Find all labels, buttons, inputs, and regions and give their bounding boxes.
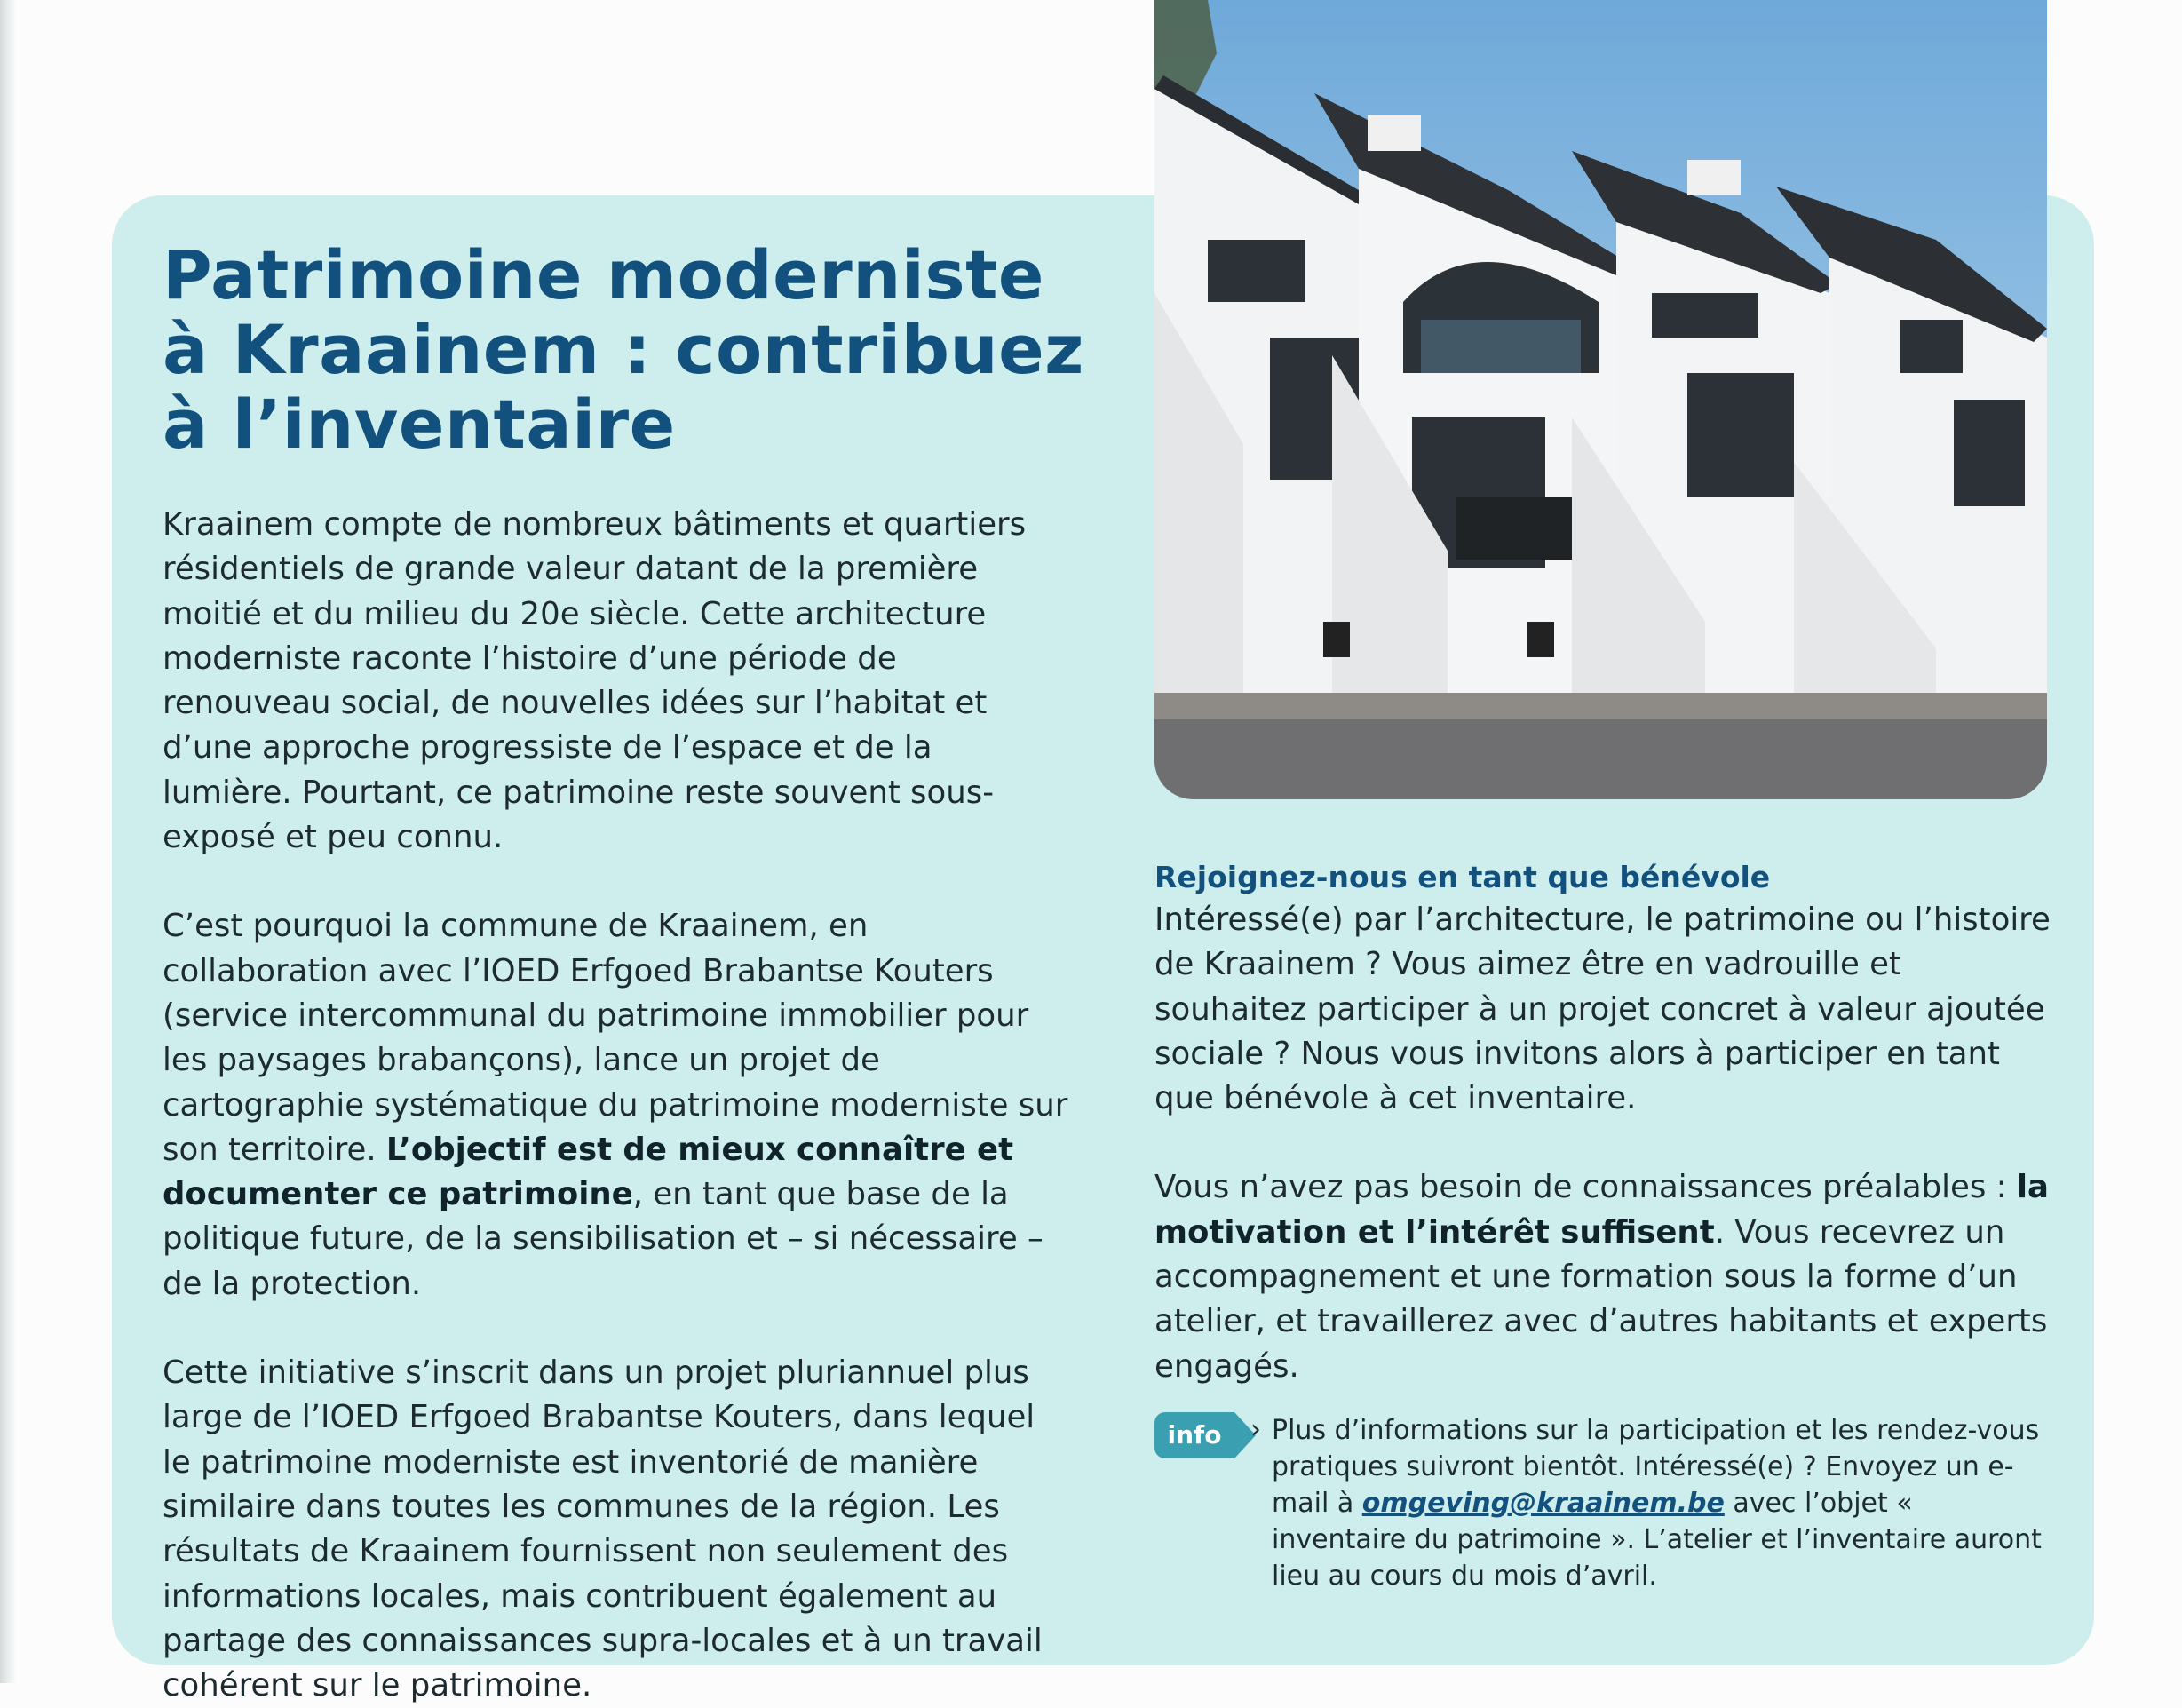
objective-highlight: L’objectif est de mieux connaître et documenter ce patrimoine bbox=[163, 1131, 1014, 1213]
volunteer-subheading: Rejoignez-nous en tant que bénévole bbox=[1154, 860, 1771, 894]
info-text-end: avec l’objet « inventaire du patrimoine ». L’atelier et l’inventaire auront lieu au cours du mois d’avril. bbox=[1272, 1488, 2042, 1592]
article-title bbox=[163, 235, 1084, 464]
contact-email-link[interactable]: omgeving@kraainem.be bbox=[1361, 1488, 1725, 1519]
motivation-highlight: la motivation et l’intérêt suffisent bbox=[1154, 1169, 2049, 1251]
initiative-paragraph: Cette initiative s’inscrit dans un projet pluriannuel plus large de l’IOED Erfgoed Brabantse Kouters, dans lequel le patrimoine moderniste est inventorié de manière similaire dans toutes les communes de la région. Les résultats de Kraainem fournissent non seulement des informations locales, mais contribuent également au partage des connaissances supra-locales et à un travail cohérent sur le patrimoine. bbox=[163, 1354, 1043, 1704]
requirements-text-start: Vous n’avez pas besoin de connaissances préalables : bbox=[1154, 1169, 2017, 1206]
modernist-houses-photo bbox=[1154, 0, 2047, 799]
chevron-right-icon: › bbox=[1250, 1414, 1261, 1445]
requirements-paragraph bbox=[1154, 1165, 2060, 1388]
intro-paragraph: Kraainem compte de nombreux bâtiments et quartiers résidentiels de grande valeur datant de la première moitié et du milieu du 20e siècle. Cette architecture moderniste raconte l’histoire d’une période de renouveau social, de nouvelles idées sur l’habitat et d’une approche progressiste de l’espace et de la lumière. Pourtant, ce patrimoine reste souvent sous-exposé et peu connu. bbox=[163, 506, 1027, 856]
info-text-start: Plus d’informations sur la participation et les rendez-vous pratiques suivront bientôt. Intéressé(e) ? Envoyez un e-mail à bbox=[1272, 1415, 2040, 1519]
info-badge: info bbox=[1154, 1412, 1234, 1458]
article-title-line-2: à Kraainem : contribuez bbox=[163, 310, 1084, 389]
article-title-line-1: Patrimoine moderniste bbox=[163, 235, 1044, 314]
requirements-text-end: . Vous recevrez un accompagnement et une formation sous la forme d’un atelier, et travaillerez avec d’autres habitants et experts engagés. bbox=[1154, 1213, 2048, 1385]
article-title-line-3: à l’inventaire bbox=[163, 385, 676, 464]
collaboration-text-start: C’est pourquoi la commune de Kraainem, en collaboration avec l’IOED Erfgoed Brabantse Kouters (service intercommunal du patrimoine immobilier pour les paysages brabançons), lance un projet de cartographie systématique du patrimoine moderniste sur son territoire. bbox=[163, 908, 1068, 1168]
volunteer-paragraph: Intéressé(e) par l’architecture, le patrimoine ou l’histoire de Kraainem ? Vous aimez être en vadrouille et souhaitez participer à un projet concret à valeur ajoutée sociale ? Nous vous invitons alors à participer en tant que bénévole à cet inventaire. bbox=[1154, 902, 2051, 1117]
page-edge bbox=[0, 0, 16, 1683]
article-photo bbox=[1154, 0, 2047, 799]
info-text bbox=[1272, 1412, 2053, 1594]
right-column bbox=[1154, 857, 2060, 1434]
left-column bbox=[163, 503, 1068, 1708]
collaboration-text-end: , en tant que base de la politique future, de la sensibilisation et – si nécessaire – de la protection. bbox=[163, 1176, 1043, 1302]
collaboration-paragraph bbox=[163, 904, 1068, 1307]
info-box bbox=[1154, 1412, 2060, 1608]
